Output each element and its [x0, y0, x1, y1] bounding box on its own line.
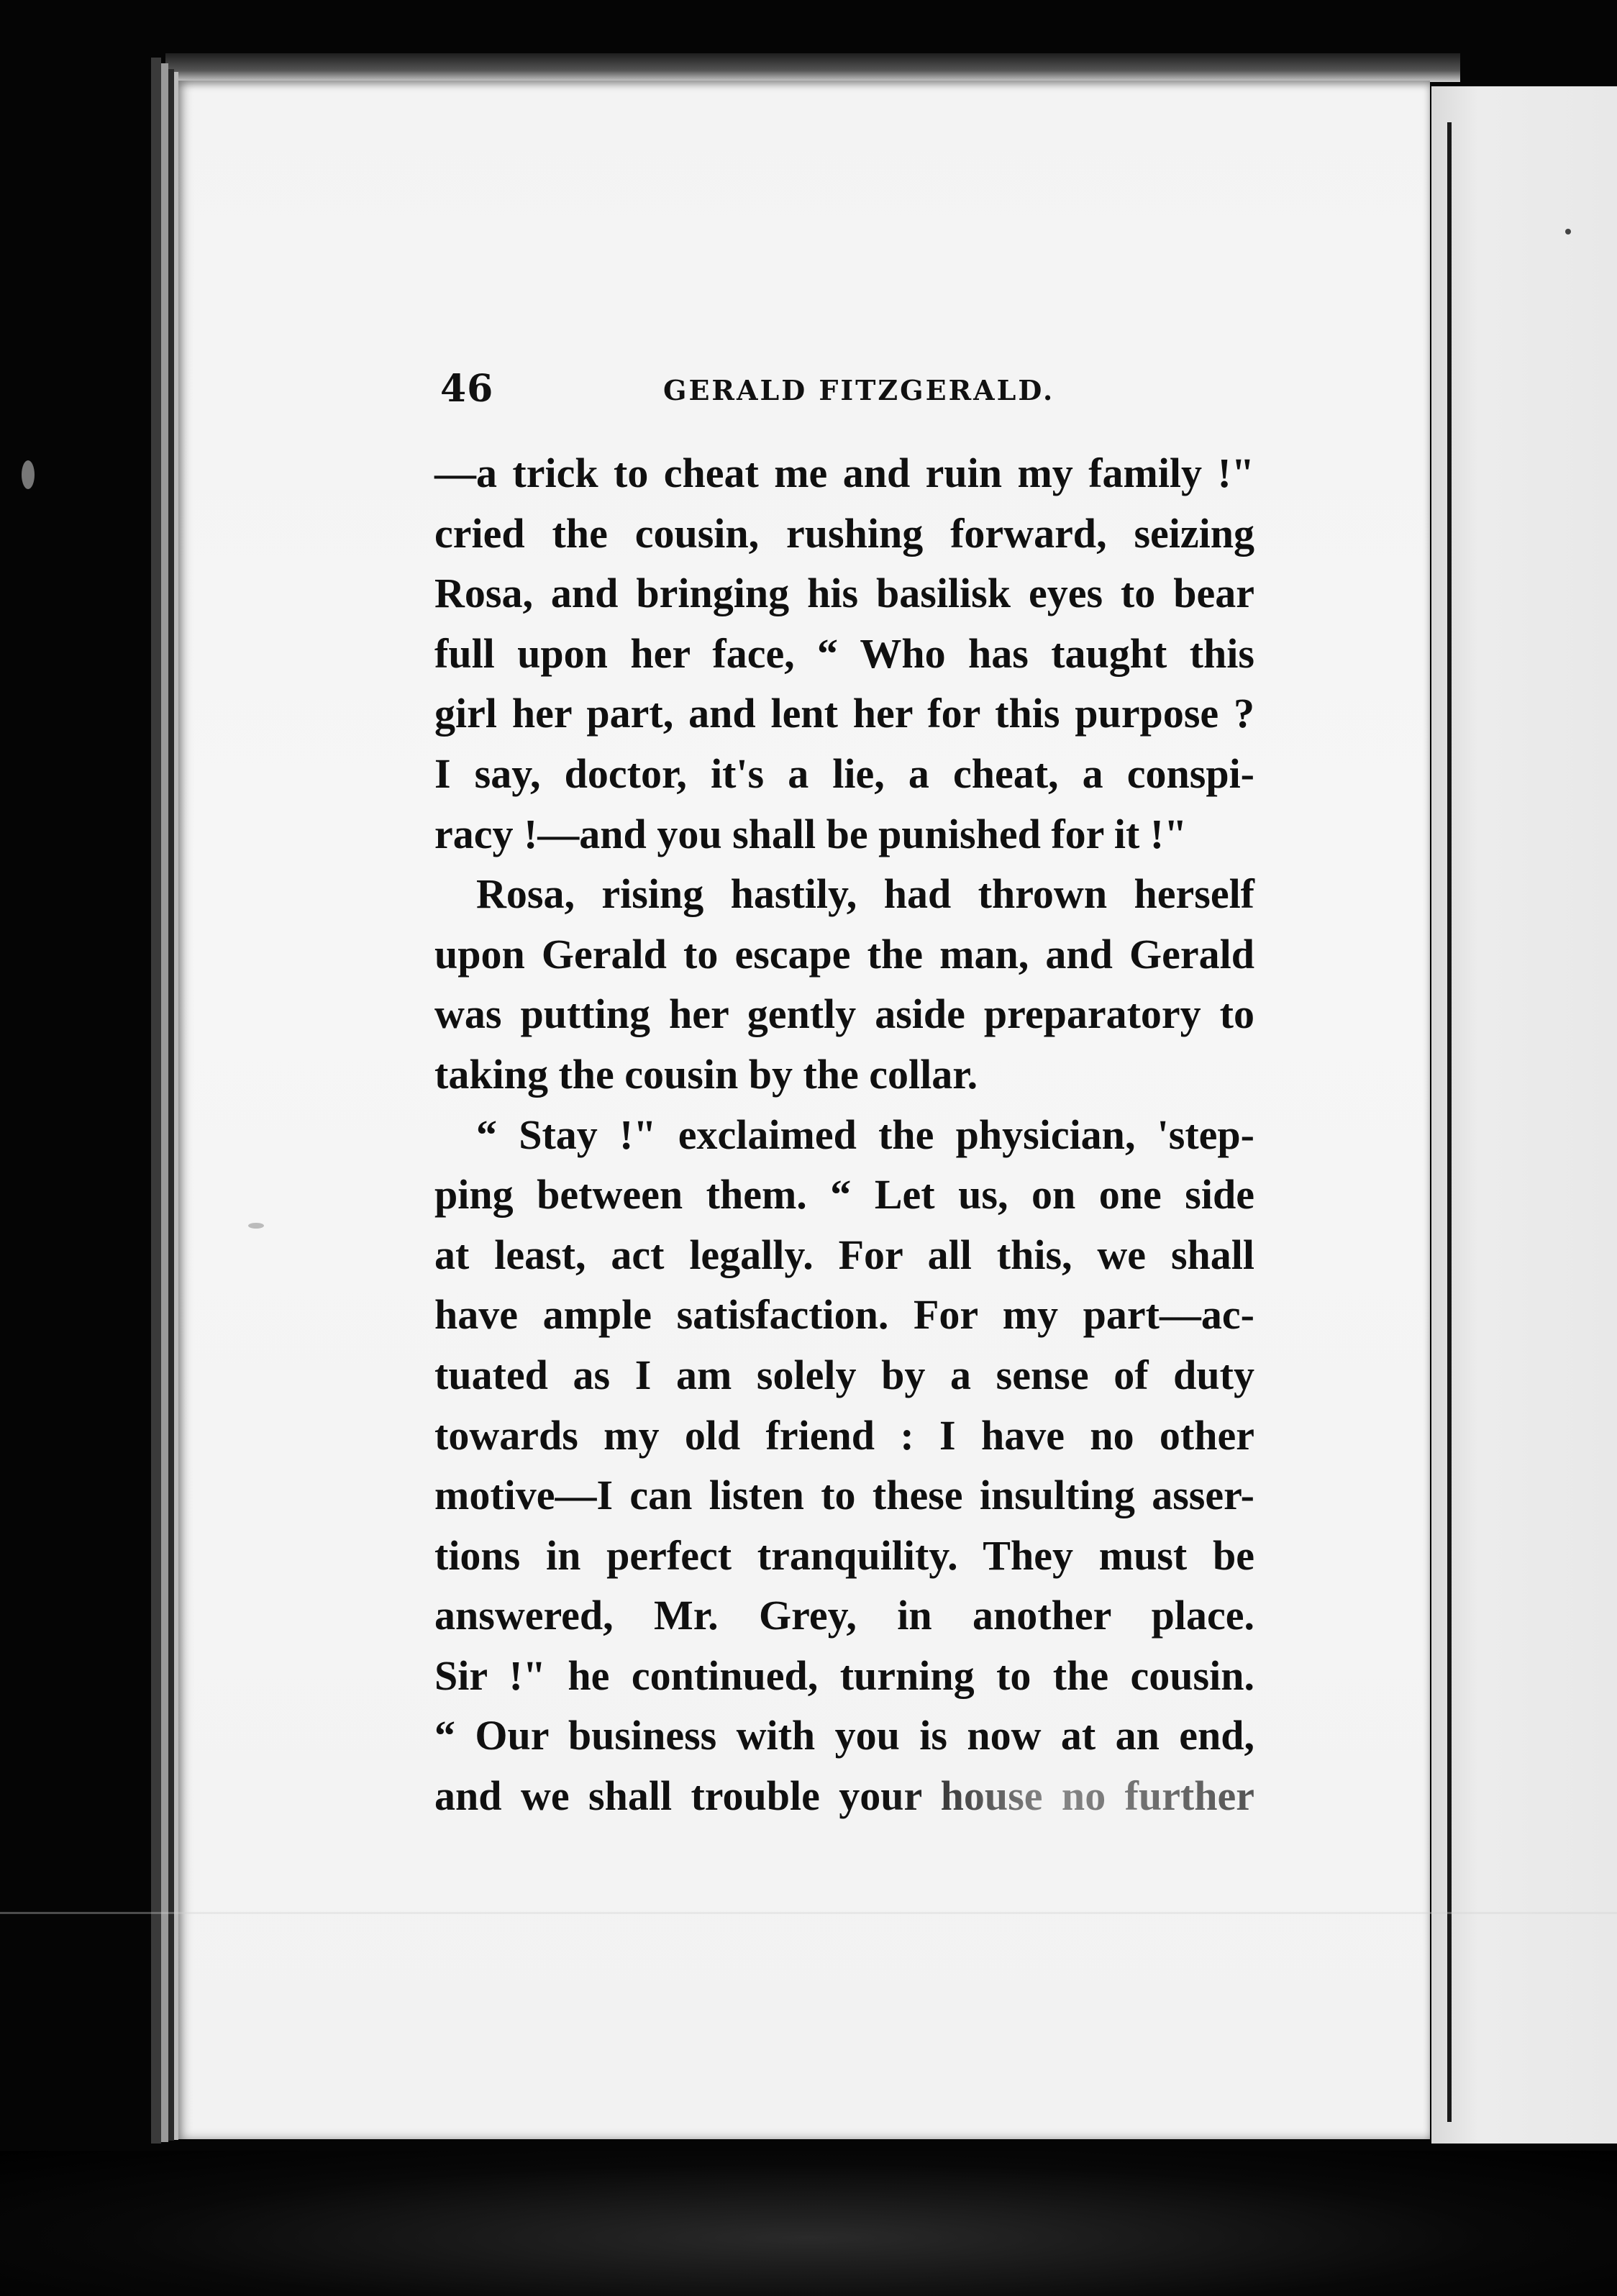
- text-line: full upon her face, “ Who has taught this: [434, 629, 1254, 677]
- facing-page-edge: [1431, 86, 1617, 2144]
- text-line: girl her part, and lent her for this purpose ?: [434, 690, 1254, 737]
- body-text: [434, 443, 1254, 1826]
- text-line: motive—I can listen to these insulting asser-: [434, 1472, 1254, 1519]
- text-line: towards my old friend : I have no other: [434, 1411, 1254, 1459]
- page-stack-edge: [168, 69, 174, 2141]
- running-head: GERALD FITZGERALD.: [663, 374, 1055, 406]
- text-line: “ Stay !" exclaimed the physician, 'step-: [476, 1111, 1254, 1158]
- dust-speck: [22, 460, 35, 489]
- text-line: was putting her gently aside preparatory to: [434, 990, 1254, 1038]
- text-line: —a trick to cheat me and ruin my family !": [434, 450, 1254, 496]
- text-line: have ample satisfaction. For my part—ac-: [434, 1291, 1254, 1339]
- text-line: “ Our business with you is now at an end,: [434, 1712, 1254, 1759]
- text-line: Sir !" he continued, turning to the cousin.: [434, 1652, 1254, 1699]
- text-line: I say, doctor, it's a lie, a cheat, a conspi-: [434, 750, 1254, 797]
- text-line: ping between them. “ Let us, on one side: [434, 1171, 1254, 1218]
- page-number: 46: [440, 367, 494, 411]
- text-line: racy !—and you shall be punished for it !": [434, 810, 1188, 857]
- text-line: and we shall trouble your house no further: [434, 1766, 1254, 1826]
- page-top-edge: [165, 53, 1460, 82]
- text-line: tuated as I am solely by a sense of duty: [434, 1351, 1254, 1398]
- page-stack-edge: [161, 63, 168, 2142]
- scan-artifact-line: [0, 1912, 1617, 1914]
- text-line: Rosa, rising hastily, had thrown herself: [476, 870, 1254, 918]
- facing-page-border: [1447, 122, 1452, 2122]
- page-stack-edge: [151, 58, 161, 2144]
- text-line: upon Gerald to escape the man, and Gerald: [434, 930, 1254, 978]
- dust-speck: [248, 1223, 264, 1229]
- page-header: [440, 367, 1260, 417]
- text-line: Rosa, and bringing his basilisk eyes to bear: [434, 570, 1254, 617]
- text-line: cried the cousin, rushing forward, seizing: [434, 509, 1254, 557]
- text-line: tions in perfect tranquility. They must be: [434, 1531, 1254, 1579]
- scan-bottom-shadow: [0, 2151, 1617, 2296]
- text-line: at least, act legally. For all this, we shall: [434, 1231, 1254, 1278]
- dust-speck: [1565, 229, 1571, 234]
- text-line: answered, Mr. Grey, in another place.: [434, 1592, 1254, 1639]
- text-line: taking the cousin by the collar.: [434, 1050, 978, 1098]
